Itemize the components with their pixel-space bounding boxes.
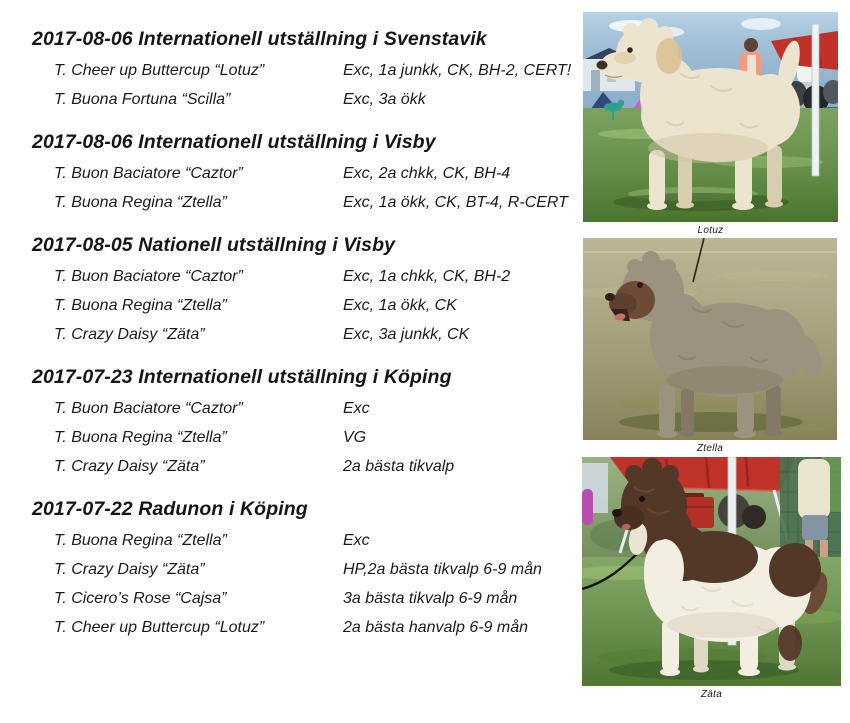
photo-ztella <box>583 238 837 454</box>
dog-result: Exc <box>343 532 370 549</box>
dog-name: T. Buona Regina “Ztella” <box>54 532 227 549</box>
dog-result: 2a bästa hanvalp 6-9 mån <box>343 619 529 636</box>
dog-result: Exc, 3a ökk <box>343 91 426 108</box>
result-row <box>54 394 580 423</box>
dog-result: VG <box>343 429 367 446</box>
dog-nose <box>612 509 622 517</box>
white-chest <box>644 539 684 599</box>
show-heading: 2017-08-05 Nationell utställning i Visby <box>32 234 396 256</box>
result-row <box>54 291 580 320</box>
result-row <box>54 555 580 584</box>
show-section-koping-raduno <box>32 497 580 642</box>
dog-eye <box>639 496 645 502</box>
dog-shadow <box>613 193 789 211</box>
dog-result: Exc, 1a ökk, CK, BT-4, R-CERT <box>343 194 568 211</box>
show-heading: 2017-07-22 Radunon i Köping <box>32 498 308 520</box>
result-row <box>54 262 580 291</box>
dog-name: T. Buon Baciatore “Caztor” <box>54 165 243 182</box>
dog-name: T. Buona Fortuna “Scilla” <box>54 91 231 108</box>
show-section-visby-int <box>32 130 580 217</box>
result-row <box>54 56 580 85</box>
photo-caption: Ztella <box>696 443 724 454</box>
dog-result: Exc, 1a chkk, CK, BH-2 <box>343 268 511 285</box>
dog-result: HP,2a bästa tikvalp 6-9 mån <box>343 561 542 578</box>
dog-photo-lotuz-image <box>583 12 838 222</box>
dog-nose <box>605 293 615 301</box>
dog-result: Exc, 1a ökk, CK <box>343 297 457 314</box>
dog-name: T. Crazy Daisy “Zäta” <box>54 326 205 343</box>
show-heading: 2017-08-06 Internationell utställning i Svenstavik <box>32 28 487 50</box>
dog-result: Exc, 3a junkk, CK <box>343 326 470 343</box>
dog-name: T. Cheer up Buttercup “Lotuz” <box>54 619 265 636</box>
result-row <box>54 159 580 188</box>
dog-result: 3a bästa tikvalp 6-9 mån <box>343 590 518 607</box>
dog-photo-zata-image <box>582 457 841 686</box>
dog-name: T. Cheer up Buttercup “Lotuz” <box>54 62 265 79</box>
brown-leg-patch <box>778 625 802 661</box>
result-row <box>54 85 580 114</box>
brown-rump-patch <box>769 543 821 597</box>
show-heading: 2017-07-23 Internationell utställning i Köping <box>32 366 452 388</box>
photo-caption: Lotuz <box>697 225 724 236</box>
dog-name: T. Buona Regina “Ztella” <box>54 429 227 446</box>
tent-pole <box>812 24 819 176</box>
dog-name: T. Buon Baciatore “Caztor” <box>54 400 243 417</box>
dog-name: T. Buona Regina “Ztella” <box>54 194 227 211</box>
magenta-person <box>582 489 593 525</box>
result-row <box>54 423 580 452</box>
distant-line <box>583 251 837 253</box>
result-row <box>54 452 580 481</box>
dog-result: 2a bästa tikvalp <box>343 458 455 475</box>
dog-name: T. Cicero’s Rose “Cajsa” <box>54 590 227 607</box>
dog-result: Exc <box>343 400 370 417</box>
dog-result: Exc, 1a junkk, CK, BH-2, CERT! <box>343 62 572 79</box>
dog-eye <box>637 282 643 288</box>
photo-lotuz <box>583 12 838 236</box>
show-section-svenstavik <box>32 27 580 114</box>
photo-caption: Zäta <box>700 689 723 700</box>
tan-ear-patch <box>656 38 682 74</box>
dog-nose <box>597 61 608 70</box>
show-section-visby-nat <box>32 233 580 349</box>
result-row <box>54 613 580 642</box>
show-heading: 2017-08-06 Internationell utställning i Visby <box>32 131 436 153</box>
dog-photo-ztella-image <box>583 238 837 440</box>
dog-name: T. Buon Baciatore “Caztor” <box>54 268 243 285</box>
result-row <box>54 188 580 217</box>
show-section-koping-int <box>32 365 580 481</box>
result-row <box>54 526 580 555</box>
result-row <box>54 584 580 613</box>
dog-name: T. Crazy Daisy “Zäta” <box>54 458 205 475</box>
result-row <box>54 320 580 349</box>
dog-eye <box>627 47 633 53</box>
dog-result: Exc, 2a chkk, CK, BH-4 <box>343 165 511 182</box>
show-results-list <box>32 27 580 642</box>
photo-zata <box>582 457 841 700</box>
dog-name: T. Buona Regina “Ztella” <box>54 297 227 314</box>
dog-name: T. Crazy Daisy “Zäta” <box>54 561 205 578</box>
